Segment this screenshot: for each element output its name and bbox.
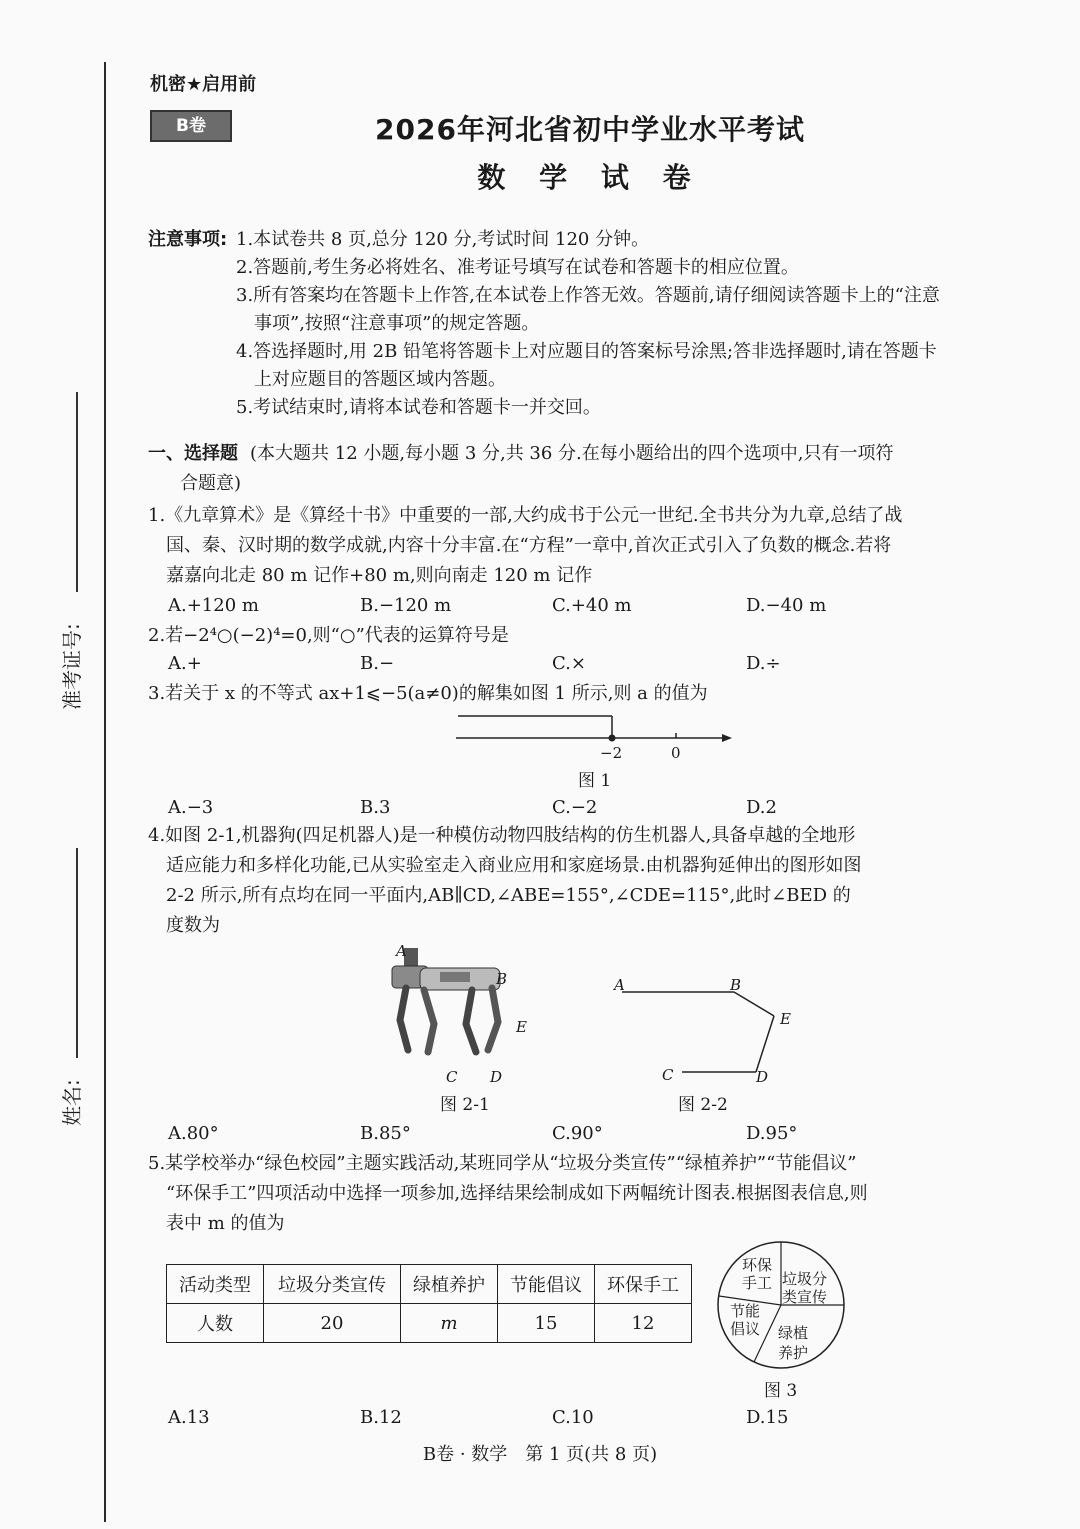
question-1-text: 嘉嘉向北走 80 m 记作+80 m,则向南走 120 m 记作 (166, 565, 593, 586)
notice-line: 2.答题前,考生务必将姓名、准考证号填写在试卷和答题卡的相应位置。 (236, 257, 799, 278)
table-cell: 15 (498, 1304, 595, 1343)
option-c[interactable]: C.90° (552, 1123, 603, 1144)
page-footer: B卷 · 数学 第 1 页(共 8 页) (422, 1444, 658, 1465)
table-header-row (167, 1265, 692, 1304)
exam-subtitle: 数 学 试 卷 (477, 161, 703, 194)
figure-caption: 图 1 (578, 771, 612, 791)
question-1-text: 1.《九章算术》是《算经十书》中重要的一部,大约成书于公元一世纪.全书共分为九章,总结了战 (148, 505, 903, 526)
table-header: 活动类型 (167, 1265, 264, 1304)
angle-figure (610, 980, 810, 1080)
exam-number-field[interactable] (76, 392, 78, 592)
point-label: E (516, 1018, 527, 1036)
option-a[interactable]: A.13 (168, 1407, 210, 1428)
notice-label: 注意事项: (148, 229, 228, 250)
notice-line: 1.本试卷共 8 页,总分 120 分,考试时间 120 分钟。 (236, 229, 650, 250)
table-cell: 人数 (167, 1304, 264, 1343)
option-c[interactable]: C.× (552, 653, 586, 674)
notice-line: 5.考试结束时,请将本试卷和答题卡一并交回。 (236, 397, 601, 418)
table-header: 绿植养护 (401, 1265, 498, 1304)
option-c[interactable]: C.10 (552, 1407, 594, 1428)
point-label: B (496, 970, 508, 988)
table-cell: 12 (595, 1304, 692, 1343)
option-c[interactable]: C.+40 m (552, 595, 632, 616)
question-1-text: 国、秦、汉时期的数学成就,内容十分丰富.在“方程”一章中,首次正式引入了负数的概念.若将 (166, 535, 892, 556)
pie-label: 养护 (778, 1344, 809, 1362)
section-desc: (本大题共 12 小题,每小题 3 分,共 36 分.在每小题给出的四个选项中,只有一项符 (250, 443, 894, 464)
question-5-text: 表中 m 的值为 (166, 1213, 285, 1234)
question-3-text: 3.若关于 x 的不等式 ax+1⩽−5(a≠0)的解集如图 1 所示,则 a 的值为 (148, 683, 708, 704)
point-label: A (614, 976, 625, 994)
question-4-text: 适应能力和多样化功能,已从实验室走入商业应用和家庭场景.由机器狗延伸出的图形如图 (166, 855, 862, 876)
question-4-text: 2-2 所示,所有点均在同一平面内,AB∥CD,∠ABE=155°,∠CDE=115°,此时∠BED 的 (166, 885, 851, 906)
exam-title: 2026年河北省初中学业水平考试 (375, 113, 805, 146)
pie-label: 倡议 (730, 1320, 761, 1338)
table-cell: m (401, 1304, 498, 1343)
point-label: C (446, 1068, 458, 1086)
option-d[interactable]: D.95° (746, 1123, 798, 1144)
section-title: 一、选择题 (148, 443, 238, 464)
option-b[interactable]: B.85° (360, 1123, 411, 1144)
option-a[interactable]: A.+ (168, 653, 202, 674)
table-header: 环保手工 (595, 1265, 692, 1304)
name-label: 姓名: (60, 1079, 84, 1126)
option-d[interactable]: D.÷ (746, 653, 781, 674)
table-header: 垃圾分类宣传 (264, 1265, 401, 1304)
section-desc: 合题意) (180, 473, 242, 494)
table-row (167, 1304, 692, 1343)
notice-line: 3.所有答案均在答题卡上作答,在本试卷上作答无效。答题前,请仔细阅读答题卡上的“注意 (236, 285, 940, 306)
question-4-text: 4.如图 2-1,机器狗(四足机器人)是一种模仿动物四肢结构的仿生机器人,具备卓越的全地形 (148, 825, 856, 846)
pie-label: 类宣传 (782, 1288, 828, 1306)
notice-line: 事项”,按照“注意事项”的规定答题。 (254, 313, 540, 334)
option-a[interactable]: A.−3 (168, 797, 214, 818)
pie-label: 绿植 (778, 1324, 809, 1342)
notice-line: 上对应题目的答题区域内答题。 (254, 369, 506, 390)
option-b[interactable]: B.−120 m (360, 595, 452, 616)
option-a[interactable]: A.80° (168, 1123, 219, 1144)
option-d[interactable]: D.15 (746, 1407, 789, 1428)
name-field[interactable] (76, 848, 78, 1058)
pie-label: 手工 (742, 1274, 773, 1292)
point-label: E (780, 1010, 791, 1028)
table-cell: 20 (264, 1304, 401, 1343)
confidential-mark: 机密★启用前 (150, 74, 257, 95)
table-header: 节能倡议 (498, 1265, 595, 1304)
pie-label: 节能 (730, 1302, 761, 1320)
notice-line: 4.答选择题时,用 2B 铅笔将答题卡上对应题目的答案标号涂黑;答非选择题时,请在答题卡 (236, 341, 937, 362)
option-d[interactable]: D.−40 m (746, 595, 827, 616)
exam-number-label: 准考证号: (60, 623, 84, 710)
question-4-text: 度数为 (166, 915, 220, 936)
pie-label: 垃圾分 (782, 1270, 828, 1288)
pie-label: 环保 (742, 1256, 773, 1274)
option-b[interactable]: B.3 (360, 797, 391, 818)
figure-caption: 图 3 (764, 1381, 798, 1401)
option-b[interactable]: B.12 (360, 1407, 402, 1428)
point-label: D (490, 1068, 503, 1086)
paper-version-badge: B卷 (150, 110, 232, 142)
number-line-figure (450, 708, 740, 758)
question-2-text: 2.若−2⁴○(−2)⁴=0,则“○”代表的运算符号是 (148, 625, 509, 646)
figure-caption: 图 2-2 (678, 1095, 728, 1115)
point-label: B (730, 976, 742, 994)
binding-margin-line (104, 62, 106, 1522)
figure-caption: 图 2-1 (440, 1095, 490, 1115)
option-b[interactable]: B.− (360, 653, 395, 674)
option-a[interactable]: A.+120 m (168, 595, 259, 616)
point-label: C (662, 1066, 674, 1084)
point-label: A (396, 942, 407, 960)
option-d[interactable]: D.2 (746, 797, 777, 818)
question-5-text: “环保手工”四项活动中选择一项参加,选择结果绘制成如下两幅统计图表.根据图表信息,则 (166, 1183, 868, 1204)
option-c[interactable]: C.−2 (552, 797, 598, 818)
activity-table (166, 1264, 692, 1343)
tick-label: 0 (671, 744, 681, 762)
tick-label: −2 (600, 744, 623, 762)
point-label: D (756, 1068, 769, 1086)
question-5-text: 5.某学校举办“绿色校园”主题实践活动,某班同学从“垃圾分类宣传”“绿植养护”“节能倡议” (148, 1153, 857, 1174)
